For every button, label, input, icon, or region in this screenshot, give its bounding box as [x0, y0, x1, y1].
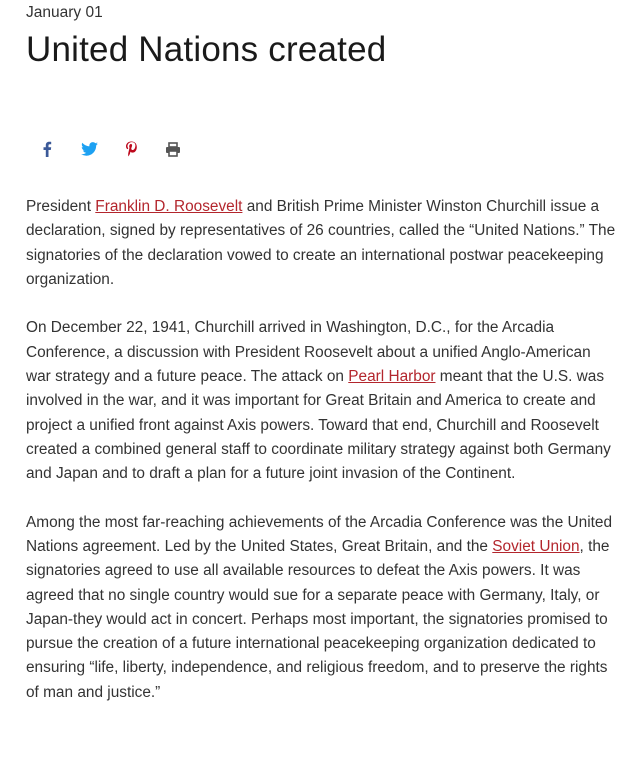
- share-bar: [36, 138, 204, 160]
- article-date: January 01: [26, 4, 103, 21]
- paragraph-1: [26, 195, 618, 292]
- paragraph-text: Among the most far-reaching achievements of the Arcadia Conference was the United Nations agreement. Led by the United States, Great Britain, and the: [26, 513, 613, 555]
- pearl-harbor-link[interactable]: Pearl Harbor: [348, 367, 436, 385]
- roosevelt-link[interactable]: Franklin D. Roosevelt: [95, 198, 243, 215]
- article-body: [26, 195, 618, 729]
- paragraph-text: On December 22, 1941, Churchill arrived in Washington, D.C., for the Arcadia Conference, a discussion with President Roosevelt about a unified Anglo-American war strategy and a future peace. The attack on: [26, 319, 591, 385]
- twitter-share-button[interactable]: [78, 138, 100, 160]
- soviet-union-link[interactable]: Soviet Union: [492, 537, 580, 555]
- facebook-share-button[interactable]: [36, 138, 58, 160]
- paragraph-2: [26, 316, 618, 486]
- print-button[interactable]: [162, 138, 184, 160]
- twitter-icon: [81, 142, 98, 156]
- paragraph-text: , the signatories agreed to use all available resources to defeat the Axis powers. It was agreed that no single country would sue for a separate peace with Germany, Italy, or Japan-they would act in concert. Perhaps most important, the signatories promised to pursue the creation of a future international peacekeeping organization dedicated to ensuring “life, liberty, independence, and religious freedom, and to preserve the rights of man and justice.”: [26, 537, 610, 701]
- facebook-icon: [42, 141, 52, 157]
- paragraph-text: meant that the U.S. was involved in the war, and it was important for Great Britain and America to create and project a unified front against Axis powers. Toward that end, Churchill and Roosevelt created a combined general staff to coordinate military strategy against both Germany and Japan and to draft a plan for a future joint invasion of the Continent.: [26, 367, 611, 483]
- page-title: United Nations created: [26, 30, 387, 69]
- pinterest-icon: [125, 141, 137, 158]
- paragraph-text: President: [26, 198, 96, 215]
- print-icon: [165, 142, 181, 157]
- pinterest-share-button[interactable]: [120, 138, 142, 160]
- paragraph-text: and British Prime Minister Winston Churchill issue a declaration, signed by representatives of 26 countries, called the “United Nations.” The signatories of the declaration vowed to create an international postwar peacekeeping organization.: [26, 198, 616, 288]
- paragraph-3: [26, 511, 618, 705]
